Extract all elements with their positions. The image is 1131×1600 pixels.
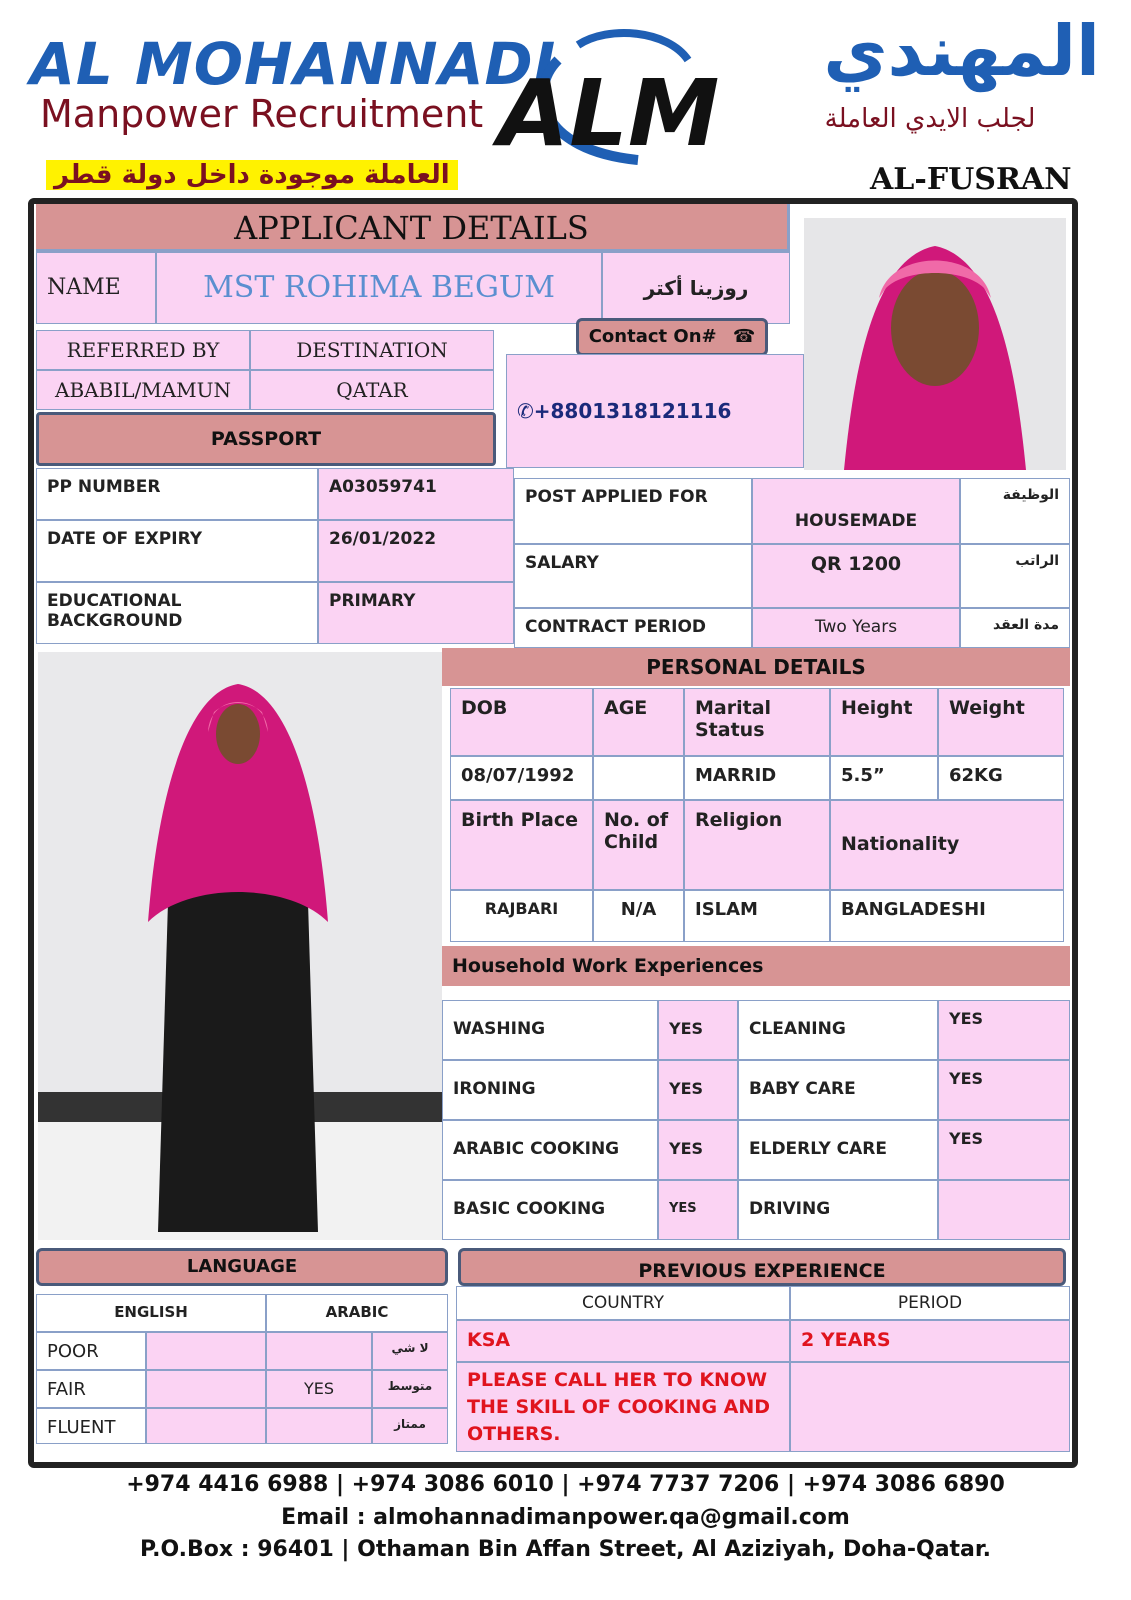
passport-label-0: PP NUMBER <box>36 468 318 520</box>
contact-number[interactable]: ✆+8801318121116 <box>506 354 804 468</box>
household-a-3: BASIC COOKING <box>442 1180 658 1240</box>
personal-v1-weight: 62KG <box>938 756 1064 800</box>
applicant-full-photo <box>38 652 442 1240</box>
personal-v1-height: 5.5” <box>830 756 938 800</box>
referred-label: REFERRED BY <box>36 330 250 370</box>
household-av-3: YES <box>658 1180 738 1240</box>
post-value-1: QR 1200 <box>752 544 960 608</box>
previous-country: KSA <box>456 1320 790 1362</box>
language-col-english: ENGLISH <box>36 1294 266 1332</box>
previous-title: PREVIOUS EXPERIENCE <box>458 1248 1066 1286</box>
name-arabic: روزينا أكتر <box>602 252 790 324</box>
household-title: Household Work Experiences <box>442 946 1070 986</box>
language-arabic-0 <box>266 1332 372 1370</box>
language-english-1 <box>146 1370 266 1408</box>
language-ar-1: متوسط <box>372 1370 448 1408</box>
language-label-0: POOR <box>36 1332 146 1370</box>
household-av-2: YES <box>658 1120 738 1180</box>
previous-country-label: COUNTRY <box>456 1286 790 1320</box>
passport-value-2: PRIMARY <box>318 582 514 644</box>
name-label: NAME <box>36 252 156 324</box>
personal-v2-religion: ISLAM <box>684 890 830 942</box>
post-ar-1: الراتب <box>960 544 1070 608</box>
phone-icon: ☎ <box>732 326 756 347</box>
passport-value-1: 26/01/2022 <box>318 520 514 582</box>
language-label-1: FAIR <box>36 1370 146 1408</box>
personal-h2-religion: Religion <box>684 800 830 890</box>
household-b-0: CLEANING <box>738 1000 938 1060</box>
personal-h2-birthplace: Birth Place <box>450 800 593 890</box>
personal-h1-age: AGE <box>593 688 684 756</box>
brand-ar-sub: لجلب الايدي العاملة <box>824 104 1036 134</box>
personal-title: PERSONAL DETAILS <box>442 648 1070 686</box>
language-english-2 <box>146 1408 266 1444</box>
household-b-2: ELDERLY CARE <box>738 1120 938 1180</box>
household-av-0: YES <box>658 1000 738 1060</box>
post-label-1: SALARY <box>514 544 752 608</box>
contact-label <box>576 318 768 356</box>
applicant-portrait <box>804 218 1066 470</box>
referred-value: ABABIL/MAMUN <box>36 370 250 410</box>
brand-sub: Manpower Recruitment <box>40 92 484 136</box>
personal-h2-children: No. of Child <box>593 800 684 890</box>
personal-h1-dob: DOB <box>450 688 593 756</box>
personal-h2-nationality: Nationality <box>830 800 1064 890</box>
passport-label-1: DATE OF EXPIRY <box>36 520 318 582</box>
post-label-2: CONTRACT PERIOD <box>514 608 752 648</box>
household-bv-1: YES <box>938 1060 1070 1120</box>
household-av-1: YES <box>658 1060 738 1120</box>
language-arabic-2 <box>266 1408 372 1444</box>
personal-h1-weight: Weight <box>938 688 1064 756</box>
passport-value-0: A03059741 <box>318 468 514 520</box>
personal-v1-dob: 08/07/1992 <box>450 756 593 800</box>
agency-name: AL-FUSRAN <box>870 162 1072 197</box>
logo-text: ALM <box>498 60 720 167</box>
language-english-0 <box>146 1332 266 1370</box>
personal-v2-nationality: BANGLADESHI <box>830 890 1064 942</box>
household-b-3: DRIVING <box>738 1180 938 1240</box>
language-title: LANGUAGE <box>36 1248 448 1286</box>
footer-phones: +974 4416 6988 | +974 3086 6010 | +974 7737 7206 | +974 3086 6890 <box>126 1472 1005 1497</box>
household-bv-3 <box>938 1180 1070 1240</box>
personal-v1-age <box>593 756 684 800</box>
language-label-2: FLUENT <box>36 1408 146 1444</box>
applicant-name: MST ROHIMA BEGUM <box>156 252 602 324</box>
personal-v1-marital: MARRID <box>684 756 830 800</box>
household-b-1: BABY CARE <box>738 1060 938 1120</box>
applicant-title: APPLICANT DETAILS <box>36 204 790 252</box>
personal-v2-birthplace: RAJBARI <box>450 890 593 942</box>
destination-value: QATAR <box>250 370 494 410</box>
language-col-arabic: ARABIC <box>266 1294 448 1332</box>
previous-note: PLEASE CALL HER TO KNOW THE SKILL OF COOKING AND OTHERS. <box>456 1362 790 1452</box>
contact-label-text: Contact On# <box>588 326 717 347</box>
brand-en: AL MOHANNADI <box>30 30 557 98</box>
previous-note-blank <box>790 1362 1070 1452</box>
language-ar-2: ممتاز <box>372 1408 448 1444</box>
post-ar-2: مدة العقد <box>960 608 1070 648</box>
personal-v2-children: N/A <box>593 890 684 942</box>
post-value-0: HOUSEMADE <box>752 478 960 544</box>
language-ar-0: لا شي <box>372 1332 448 1370</box>
previous-period: 2 YEARS <box>790 1320 1070 1362</box>
household-bv-0: YES <box>938 1000 1070 1060</box>
household-a-1: IRONING <box>442 1060 658 1120</box>
passport-title: PASSPORT <box>36 412 496 466</box>
alm-logo <box>498 20 718 170</box>
destination-label: DESTINATION <box>250 330 494 370</box>
post-ar-0: الوظيفة <box>960 478 1070 544</box>
brand-ar: المهندي <box>823 10 1100 92</box>
language-arabic-1: YES <box>266 1370 372 1408</box>
personal-h1-marital: Marital Status <box>684 688 830 756</box>
notice-ar: العاملة موجودة داخل دولة قطر <box>46 160 458 190</box>
personal-h1-height: Height <box>830 688 938 756</box>
post-value-2: Two Years <box>752 608 960 648</box>
household-a-0: WASHING <box>442 1000 658 1060</box>
footer-email: Email : almohannadimanpower.qa@gmail.com <box>281 1505 850 1530</box>
post-label-0: POST APPLIED FOR <box>514 478 752 544</box>
household-a-2: ARABIC COOKING <box>442 1120 658 1180</box>
previous-period-label: PERIOD <box>790 1286 1070 1320</box>
footer-address: P.O.Box : 96401 | Othaman Bin Affan Street, Al Aziziyah, Doha-Qatar. <box>140 1537 991 1562</box>
passport-label-2: EDUCATIONAL BACKGROUND <box>36 582 318 644</box>
household-bv-2: YES <box>938 1120 1070 1180</box>
